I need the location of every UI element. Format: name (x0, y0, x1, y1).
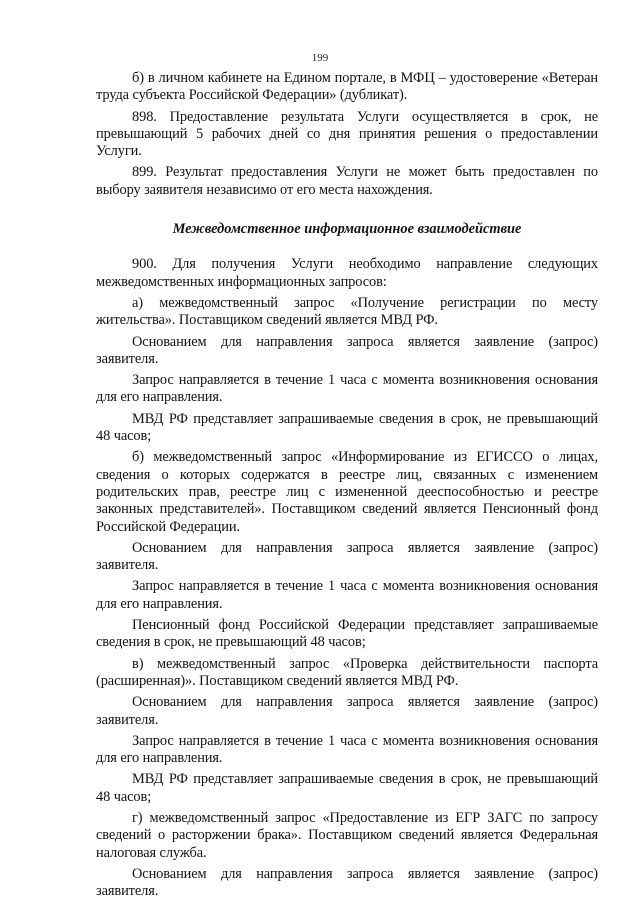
paragraph: Основанием для направления запроса является заявление (запрос) заявителя. (96, 865, 598, 900)
paragraph: Основанием для направления запроса является заявление (запрос) заявителя. (96, 333, 598, 367)
paragraph: Запрос направляется в течение 1 часа с момента возникновения основания для его направления. (96, 732, 598, 767)
document-body (96, 70, 598, 904)
paragraph: а) межведомственный запрос «Получение регистрации по месту жительства». Поставщиком сведений является МВД РФ. (96, 294, 598, 329)
paragraph: Запрос направляется в течение 1 часа с момента возникновения основания для его направления. (96, 372, 598, 406)
paragraph: в) межведомственный запрос «Проверка действительности паспорта (расширенная)». Поставщиком сведений является МВД РФ. (96, 655, 598, 689)
paragraph: б) межведомственный запрос «Информирование из ЕГИССО о лицах, сведения о которых содержатся в реестре лиц, связанных с изменением родительских прав, реестре лиц с измененной дееспособностью и реестре законных представителей». Поставщиком сведений является Пенсионный фонд Российской Федерации. (96, 449, 598, 535)
paragraph: МВД РФ представляет запрашиваемые сведения в срок, не превышающий 48 часов; (96, 410, 598, 445)
paragraph: Пенсионный фонд Российской Федерации представляет запрашиваемые сведения в срок, не превышающий 48 часов; (96, 617, 598, 651)
paragraph: 900. Для получения Услуги необходимо направление следующих межведомственных информационных запросов: (96, 256, 598, 290)
paragraph: Запрос направляется в течение 1 часа с момента возникновения основания для его направления. (96, 578, 598, 612)
paragraph: б) в личном кабинете на Едином портале, в МФЦ – удостоверение «Ветеран труда субъекта Российской Федерации» (дубликат). (96, 70, 598, 104)
paragraph: 899. Результат предоставления Услуги не может быть предоставлен по выбору заявителя независимо от его места нахождения. (96, 164, 598, 198)
section-heading: Межведомственное информационное взаимодействие (172, 221, 522, 238)
page-number: 199 (311, 52, 329, 64)
paragraph: МВД РФ представляет запрашиваемые сведения в срок, не превышающий 48 часов; (96, 771, 598, 805)
paragraph: г) межведомственный запрос «Предоставление из ЕГР ЗАГС по запросу сведений о расторжении брака». Поставщиком сведений является Федеральная налоговая служба. (96, 809, 598, 861)
paragraph: Основанием для направления запроса является заявление (запрос) заявителя. (96, 539, 598, 574)
paragraph: 898. Предоставление результата Услуги осуществляется в срок, не превышающий 5 рабочих дней со дня принятия решения о предоставлении Услуги. (96, 108, 598, 160)
paragraph: Основанием для направления запроса является заявление (запрос) заявителя. (96, 694, 598, 728)
